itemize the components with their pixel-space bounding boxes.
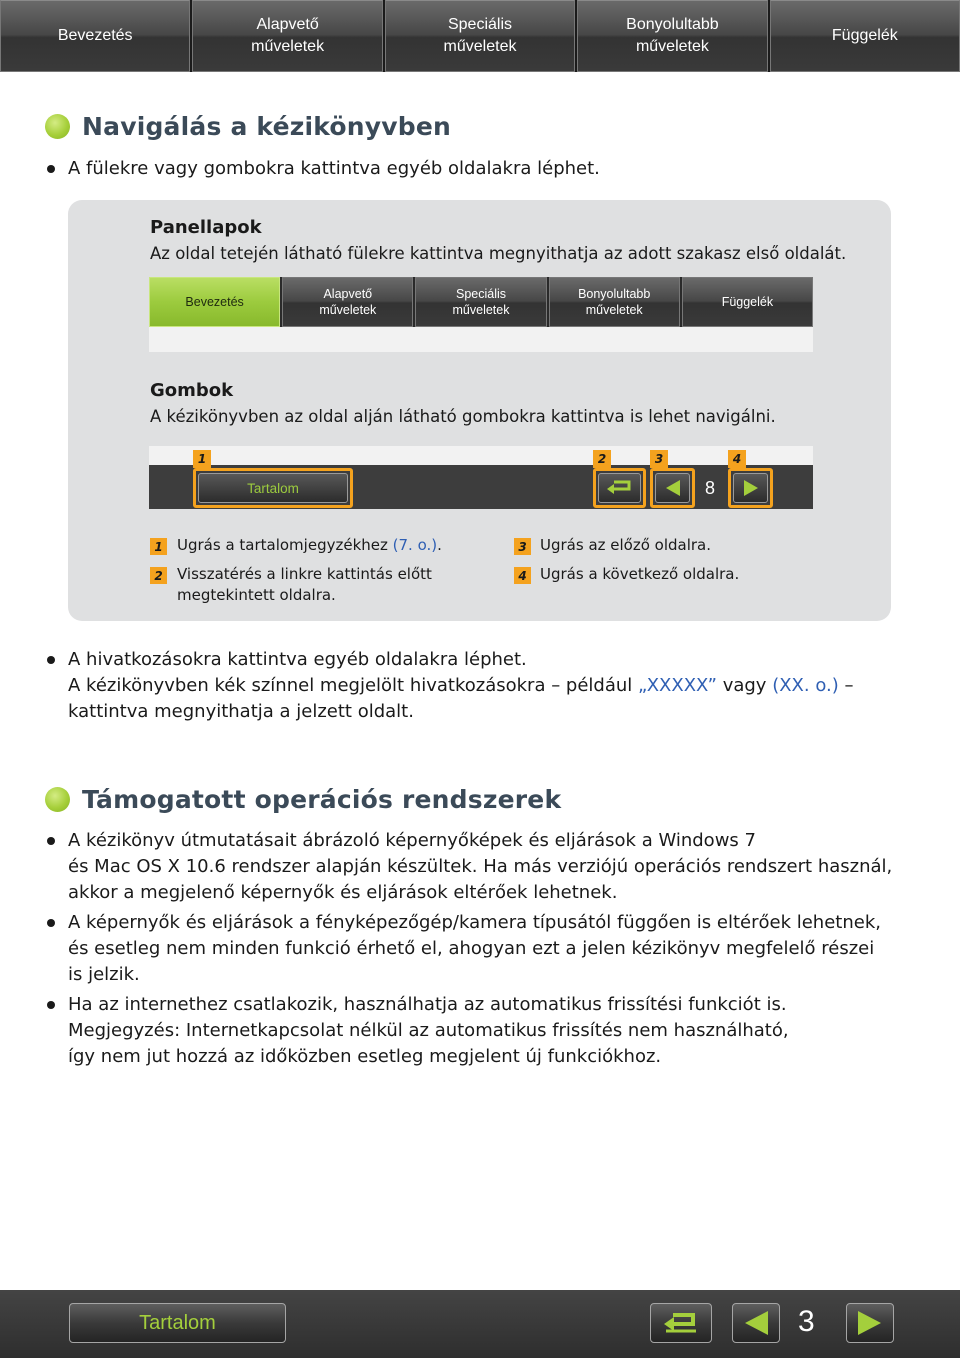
mini-tab-specialis: Speciális műveletek [415,277,546,327]
contents-button[interactable] [69,1303,286,1343]
panel-tabs-text: Az oldal tetején látható fülekre kattintva megnyithatja az adott szakasz első oldalát. [150,244,847,263]
callout-number-2: 2 [593,450,611,468]
legend-number-3: 3 [514,538,531,555]
number-strip [149,446,813,465]
previous-page-button[interactable] [732,1303,780,1343]
green-bullet-icon [45,787,70,812]
page-number: 3 [798,1305,815,1338]
bullet-links-line1: A hivatkozásokra kattintva egyéb oldalakra léphet. [68,649,527,670]
bullet-item-links [45,647,905,725]
legend-item-4: Ugrás a következő oldalra. [540,565,740,583]
bullet-links-line3: kattintva megnyithatja a jelzett oldalt. [68,701,414,722]
tab-bonyolultabb-muveletek[interactable]: Bonyolultabb műveletek [577,0,767,72]
section-title: Támogatott operációs rendszerek [82,785,562,814]
legend-item-1 [177,535,442,556]
panel-tabs-title: Panellapok [150,217,262,238]
bullet-links-text-c: – [838,675,854,696]
demo-contents-button [198,473,348,503]
mini-tab-bonyolultabb: Bonyolultabb műveletek [549,277,680,327]
bullet-links-line2 [68,673,905,699]
tab-specialis-muveletek[interactable]: Speciális műveletek [385,0,575,72]
panel-buttons-title: Gombok [150,380,234,401]
bullet-item: Ha az internethez csatlakozik, használhatja az automatikus frissítési funkciót is. Megjegyzés: Internetkapcsolat nélkül az automatikus frissítés nem használható, így nem jut hozzá az időközben esetleg megjelent új funkciókhoz. [45,992,905,1070]
bullet-item: A kézikönyv útmutatásait ábrázoló képernyőképek és eljárások a Windows 7 és Mac OS X 10.6 rendszer alapján készültek. Ha más verziójú operációs rendszert használ, akkor a megjelenő képernyők és eljárások eltérőek lehetnek. [45,828,905,906]
section-heading-navigation [45,112,451,141]
arrow-left-icon [741,1308,771,1338]
example-link-page[interactable]: (XX. o.) [772,675,839,696]
demo-page-number: 8 [705,478,716,498]
bullet-item: A képernyők és eljárások a fényképezőgép/kamera típusától függően is eltérőek lehetnek, és esetleg nem minden funkció érhető el, ahogyan ezt a jelen kézikönyv megfelelő részei is jelzik. [45,910,905,988]
bullet-item: A fülekre vagy gombokra kattintva egyéb oldalakra léphet. [45,156,905,182]
arrow-right-icon [855,1308,885,1338]
section-heading-os [45,785,561,814]
contents-button-label: Tartalom [139,1311,216,1334]
mini-tab-alapveto: Alapvető műveletek [282,277,413,327]
legend-item-2: Visszatérés a linkre kattintás előtt megtekintett oldalra. [177,565,432,604]
legend-1-link[interactable]: (7. o.) [392,536,438,554]
tab-fuggelek[interactable]: Függelék [770,0,960,72]
arrow-left-icon [663,478,683,498]
mini-tab-bevezetes: Bevezetés [149,277,280,327]
legend-number-1: 1 [150,538,167,555]
bullet-links-text-b: vagy [716,675,773,696]
mini-tab-fuggelek: Függelék [682,277,813,327]
green-bullet-icon [45,114,70,139]
return-arrow-icon [605,478,635,498]
callout-number-1: 1 [193,450,211,468]
legend-1-text: Ugrás a tartalomjegyzékhez [177,536,393,554]
tab-alapveto-muveletek[interactable]: Alapvető műveletek [192,0,382,72]
next-page-button[interactable] [846,1303,894,1343]
tab-bar-illustration [149,277,813,352]
tab-bevezetes[interactable]: Bevezetés [0,0,190,72]
legend-number-4: 4 [514,567,531,584]
legend-item-3: Ugrás az előző oldalra. [540,536,712,554]
demo-contents-label: Tartalom [247,480,299,496]
demo-next-button [733,473,768,503]
section-title: Navigálás a kézikönyvben [82,112,452,141]
back-button[interactable] [650,1303,712,1343]
callout-number-3: 3 [650,450,668,468]
return-arrow-icon [661,1309,701,1337]
arrow-right-icon [741,478,761,498]
example-link-xxxxx[interactable]: „XXXXX” [638,675,717,696]
top-tab-bar [0,0,960,72]
demo-back-button [598,473,641,503]
legend-1-end: . [437,536,442,554]
panel-buttons-text: A kézikönyvben az oldal alján látható gombokra kattintva is lehet navigálni. [150,407,776,426]
legend-number-2: 2 [150,567,167,584]
bullet-links-text-a: A kézikönyvben kék színnel megjelölt hivatkozásokra – például [68,675,639,696]
demo-prev-button [655,473,690,503]
callout-number-4: 4 [728,450,746,468]
